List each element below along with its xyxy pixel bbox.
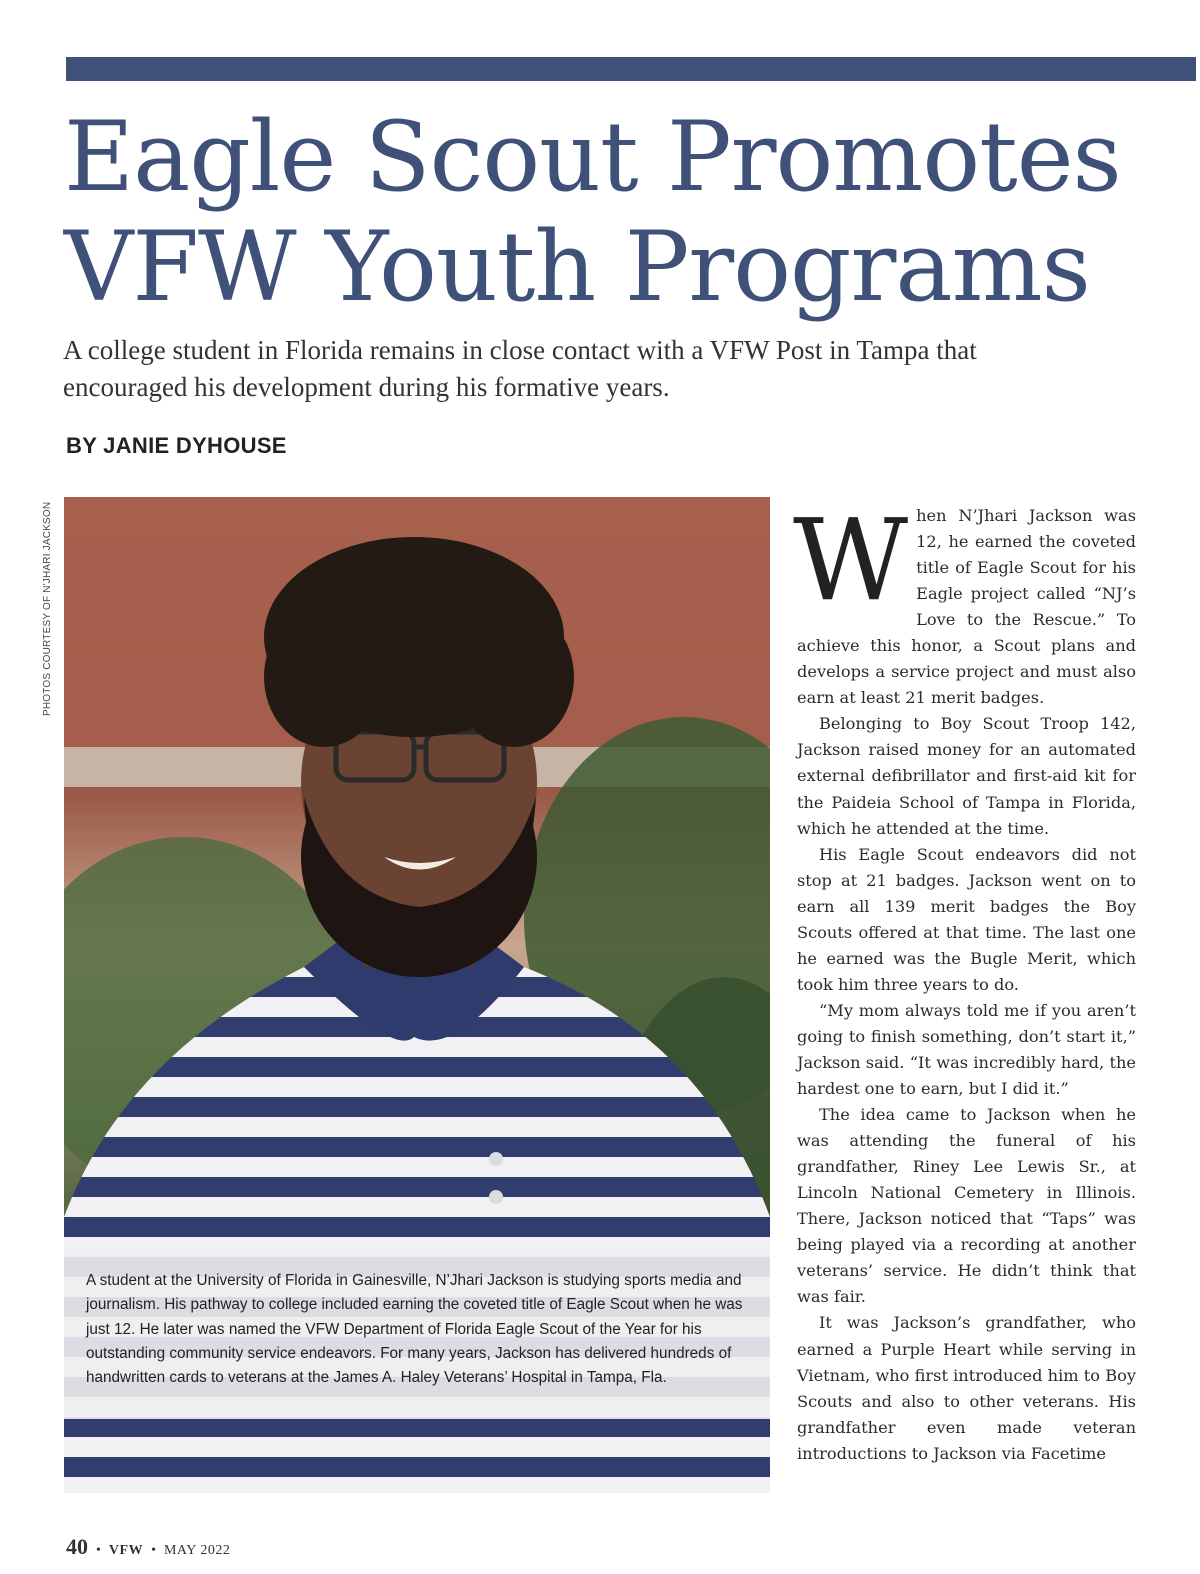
photo-credit: PHOTOS COURTESY OF N'JHARI JACKSON xyxy=(42,501,53,716)
paragraph-1-text: hen N’Jhari Jackson was 12, he earned the coveted title of Eagle Scout for his Eagle project called “NJ’s Love to the Rescue.” To achieve this honor, a Scout plans and develops a service project and must also earn at least 21 merit badges. xyxy=(797,506,1136,708)
headline-line-1: Eagle Scout Promotes xyxy=(64,101,1121,213)
header-rule xyxy=(66,57,1196,81)
byline: BY JANIE DYHOUSE xyxy=(66,433,287,458)
issue-date: MAY 2022 xyxy=(163,1543,231,1558)
portrait-photo xyxy=(64,497,770,1493)
footer-bullet-1: • xyxy=(96,1543,101,1558)
drop-cap: W xyxy=(793,496,909,626)
page-footer xyxy=(66,1534,230,1560)
footer-bullet-2: • xyxy=(151,1543,156,1558)
paragraph-5: The idea came to Jackson when he was attending the funeral of his grandfather, Riney Lee Lewis Sr., at Lincoln National Cemetery in Illinois. There, Jackson noticed that “Taps” was being played via a recording at another veterans’ service. He didn’t think that was fair. xyxy=(797,1105,1136,1307)
paragraph-3: His Eagle Scout endeavors did not stop at 21 badges. Jackson went on to earn all 139 merit badges the Boy Scouts offered at that time. The last one he earned was the Bugle Merit, which took him three years to do. xyxy=(797,844,1136,994)
article-body xyxy=(793,496,1136,1467)
paragraph-4: “My mom always told me if you aren’t going to finish something, don’t start it,” Jackson said. “It was incredibly hard, the hardest one to earn, but I did it.” xyxy=(797,1000,1136,1099)
caption-box xyxy=(64,1253,770,1419)
photo-caption: A student at the University of Florida in Gainesville, N’Jhari Jackson is studying sports media and journalism. His pathway to college included earning the coveted title of Eagle Scout when he was just 12. He later was named the VFW Department of Florida Eagle Scout of the Year for his outstanding community service endeavors. For many years, Jackson has delivered hundreds of handwritten cards to veterans at the James A. Haley Veterans’ Hospital in Tampa, Fla. xyxy=(86,1272,743,1387)
paragraph-2: Belonging to Boy Scout Troop 142, Jackson raised money for an automated external defibrillator and first-aid kit for the Paideia School of Tampa in Florida, which he attended at the time. xyxy=(797,714,1136,838)
deck: A college student in Florida remains in close contact with a VFW Post in Tampa that encouraged his development during his formative years. xyxy=(63,335,977,402)
magazine-name: VFW xyxy=(108,1543,144,1558)
page-number: 40 xyxy=(66,1534,88,1559)
headline xyxy=(64,102,1184,322)
paragraph-1 xyxy=(793,496,1136,711)
headline-line-2: VFW Youth Programs xyxy=(64,211,1090,323)
paragraph-6: It was Jackson’s grandfather, who earned a Purple Heart while serving in Vietnam, who first introduced him to Boy Scouts and also to other veterans. His grandfather even made veteran introductions to Jackson via Facetime xyxy=(797,1313,1136,1463)
